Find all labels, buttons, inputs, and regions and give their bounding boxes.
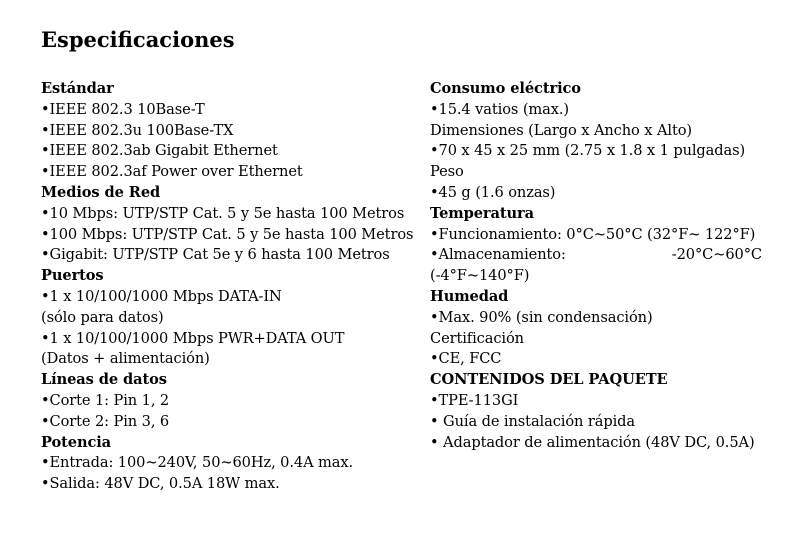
spec-line: •IEEE 802.3u 100Base-TX <box>41 121 234 139</box>
section-heading: Estándar <box>41 80 114 97</box>
spec-line: •Corte 2: Pin 3, 6 <box>41 412 170 430</box>
section-heading: CONTENIDOS DEL PAQUETE <box>430 371 668 389</box>
spec-line: •Gigabit: UTP/STP Cat 5e y 6 hasta 100 Metros <box>41 246 390 264</box>
section-heading: Potencia <box>41 433 112 451</box>
spec-line: •Max. 90% (sin condensación) <box>430 308 653 326</box>
spec-line: •70 x 45 x 25 mm (2.75 x 1.8 x 1 pulgadas) <box>430 142 746 160</box>
spec-line: •CE, FCC <box>430 350 502 368</box>
spec-line: •Salida: 48V DC, 0.5A 18W max. <box>41 475 280 493</box>
spec-line: Peso <box>430 163 464 181</box>
spec-line: •IEEE 802.3af Power over Ethernet <box>41 163 303 181</box>
spec-column-right <box>430 79 770 453</box>
spec-line: •100 Mbps: UTP/STP Cat. 5 y 5e hasta 100 Metros <box>41 225 414 243</box>
spec-value: -20°C~60°C <box>671 246 762 264</box>
spec-line: (-4°F~140°F) <box>430 267 530 285</box>
spec-line: •Entrada: 100~240V, 50~60Hz, 0.4A max. <box>41 454 354 472</box>
spec-line: •IEEE 802.3 10Base-T <box>41 100 205 118</box>
spec-line: (Datos + alimentación) <box>41 350 210 368</box>
section-heading: Líneas de datos <box>41 371 167 389</box>
spec-line: •Funcionamiento: 0°C~50°C (32°F~ 122°F) <box>430 225 756 243</box>
section-heading: Consumo eléctrico <box>430 80 581 97</box>
spec-line: •45 g (1.6 onzas) <box>430 183 556 201</box>
spec-line: • Guía de instalación rápida <box>430 412 636 430</box>
spec-line: •1 x 10/100/1000 Mbps DATA-IN <box>41 287 282 305</box>
spec-line: Dimensiones (Largo x Ancho x Alto) <box>430 121 693 139</box>
section-heading: Humedad <box>430 287 509 305</box>
spec-label: •Almacenamiento: <box>430 246 566 264</box>
spec-column-left <box>41 79 421 495</box>
page-title: Especificaciones <box>41 27 235 52</box>
spec-line: • Adaptador de alimentación (48V DC, 0.5A) <box>430 433 755 451</box>
section-heading: Puertos <box>41 267 104 285</box>
spec-line: •15.4 vatios (max.) <box>430 100 570 118</box>
spec-line: (sólo para datos) <box>41 308 164 326</box>
spec-line: •1 x 10/100/1000 Mbps PWR+DATA OUT <box>41 329 345 347</box>
spec-line: •TPE-113GI <box>430 391 519 409</box>
spec-line: •10 Mbps: UTP/STP Cat. 5 y 5e hasta 100 Metros <box>41 204 405 222</box>
spec-line: Certificación <box>430 329 524 347</box>
section-heading: Temperatura <box>430 204 534 222</box>
spec-line: •Corte 1: Pin 1, 2 <box>41 391 170 409</box>
spec-line: •IEEE 802.3ab Gigabit Ethernet <box>41 142 278 160</box>
section-heading: Medios de Red <box>41 183 161 201</box>
spec-line <box>430 245 762 266</box>
